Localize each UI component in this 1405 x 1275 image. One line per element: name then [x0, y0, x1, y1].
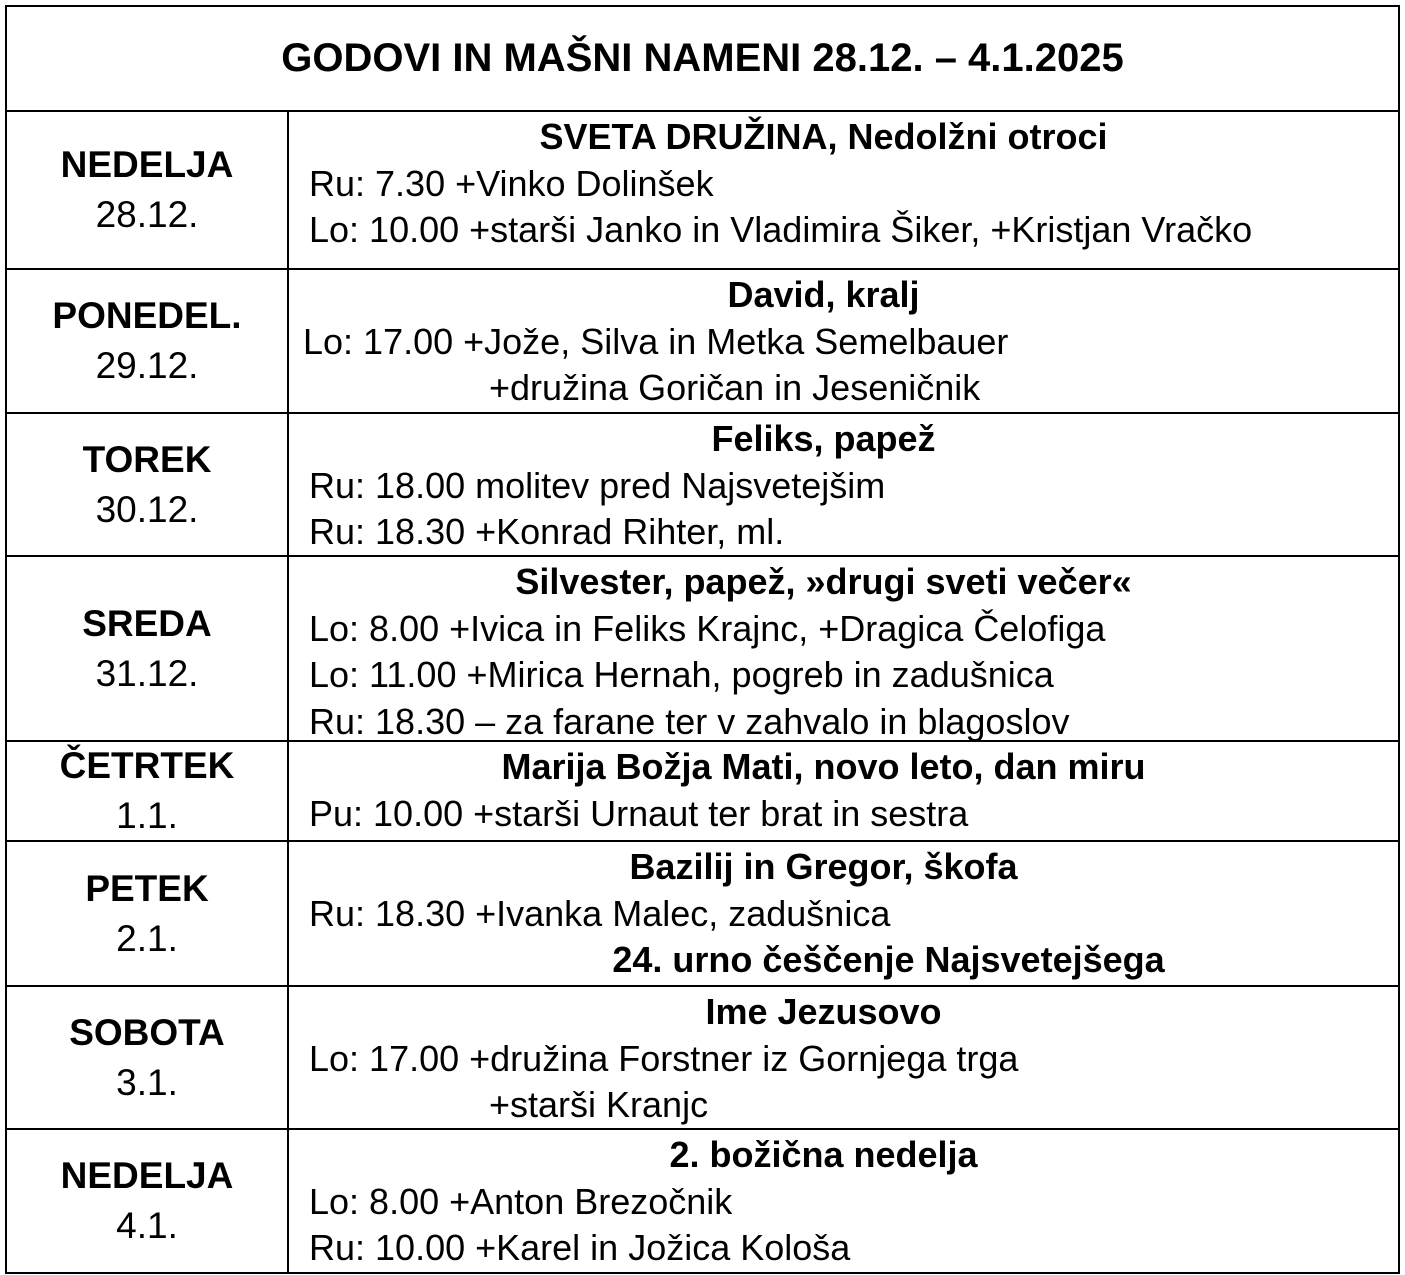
day-cell — [7, 414, 289, 555]
intentions-cell — [289, 414, 1398, 555]
mass-intention: Lo: 8.00 +Anton Brezočnik — [309, 1180, 733, 1222]
intentions-cell — [289, 557, 1398, 740]
table-row — [7, 987, 1398, 1130]
day-name: NEDELJA — [60, 1155, 234, 1196]
mass-intention: Ru: 18.30 +Konrad Rihter, ml. — [309, 511, 785, 552]
feast-heading: Ime Jezusovo — [705, 991, 942, 1032]
day-name: NEDELJA — [60, 144, 234, 185]
intentions-cell — [289, 742, 1398, 840]
page-title: GODOVI IN MAŠNI NAMENI 28.12. – 4.1.2025 — [7, 7, 1398, 112]
table-row — [7, 842, 1398, 987]
day-name: SREDA — [82, 602, 212, 644]
mass-intention: Ru: 18.00 molitev pred Najsvetejšim — [309, 464, 886, 506]
day-cell — [7, 1130, 289, 1272]
day-date: 3.1. — [116, 1061, 178, 1103]
day-date: 28.12. — [95, 194, 199, 235]
table-row — [7, 112, 1398, 270]
table-row — [7, 1130, 1398, 1272]
day-name: PONEDEL. — [52, 295, 242, 336]
mass-intention: Pu: 10.00 +starši Urnaut ter brat in sestra — [309, 792, 969, 834]
mass-intention: Lo: 11.00 +Mirica Hernah, pogreb in zadušnica — [309, 654, 1054, 695]
mass-intention: Ru: 10.00 +Karel in Jožica Kološa — [309, 1227, 851, 1268]
intentions-cell — [289, 987, 1398, 1128]
mass-intention: Ru: 18.30 +Ivanka Malec, zadušnica — [309, 892, 891, 934]
feast-heading: Marija Božja Mati, novo leto, dan miru — [501, 746, 1146, 787]
feast-heading: SVETA DRUŽINA, Nedolžni otroci — [539, 116, 1108, 157]
table-row — [7, 270, 1398, 414]
day-name: SOBOTA — [69, 1011, 225, 1053]
table-row — [7, 557, 1398, 742]
day-date: 2.1. — [116, 917, 178, 959]
day-date: 1.1. — [116, 795, 178, 836]
mass-intention: +starši Kranjc — [489, 1084, 709, 1125]
mass-intention: Ru: 7.30 +Vinko Dolinšek — [309, 162, 714, 204]
mass-intention: +družina Goričan in Jeseničnik — [489, 367, 981, 408]
day-cell — [7, 987, 289, 1128]
feast-heading: Feliks, papež — [711, 418, 936, 459]
feast-heading: David, kralj — [727, 274, 920, 315]
day-cell — [7, 742, 289, 840]
day-name: ČETRTEK — [59, 745, 235, 786]
day-cell — [7, 842, 289, 985]
mass-intention: Lo: 8.00 +Ivica in Feliks Krajnc, +Dragica Čelofiga — [309, 607, 1106, 649]
feast-heading: 2. božična nedelja — [669, 1134, 978, 1175]
day-date: 31.12. — [95, 652, 199, 694]
intentions-cell — [289, 270, 1398, 412]
schedule-rows — [7, 112, 1398, 1272]
mass-intention: Lo: 10.00 +starši Janko in Vladimira Šiker, +Kristjan Vračko — [309, 209, 1253, 250]
table-row — [7, 414, 1398, 557]
table-row — [7, 742, 1398, 842]
schedule-table — [5, 5, 1400, 1274]
day-date: 4.1. — [116, 1205, 178, 1246]
day-date: 30.12. — [95, 488, 199, 530]
feast-heading: Silvester, papež, »drugi sveti večer« — [515, 561, 1132, 602]
mass-intention: Lo: 17.00 +Jože, Silva in Metka Semelbauer — [303, 320, 1009, 362]
mass-intention: Ru: 18.30 – za farane ter v zahvalo in blagoslov — [309, 700, 1070, 742]
day-cell — [7, 270, 289, 412]
feast-heading: 24. urno češčenje Najsvetejšega — [612, 939, 1165, 980]
day-name: PETEK — [85, 867, 209, 909]
intentions-cell — [289, 842, 1398, 985]
feast-heading: Bazilij in Gregor, škofa — [629, 846, 1018, 887]
mass-intention: Lo: 17.00 +družina Forstner iz Gornjega trga — [309, 1037, 1019, 1079]
day-cell — [7, 557, 289, 740]
intentions-cell — [289, 112, 1398, 268]
intentions-cell — [289, 1130, 1398, 1272]
day-name: TOREK — [82, 438, 212, 480]
day-cell — [7, 112, 289, 268]
day-date: 29.12. — [95, 345, 199, 386]
